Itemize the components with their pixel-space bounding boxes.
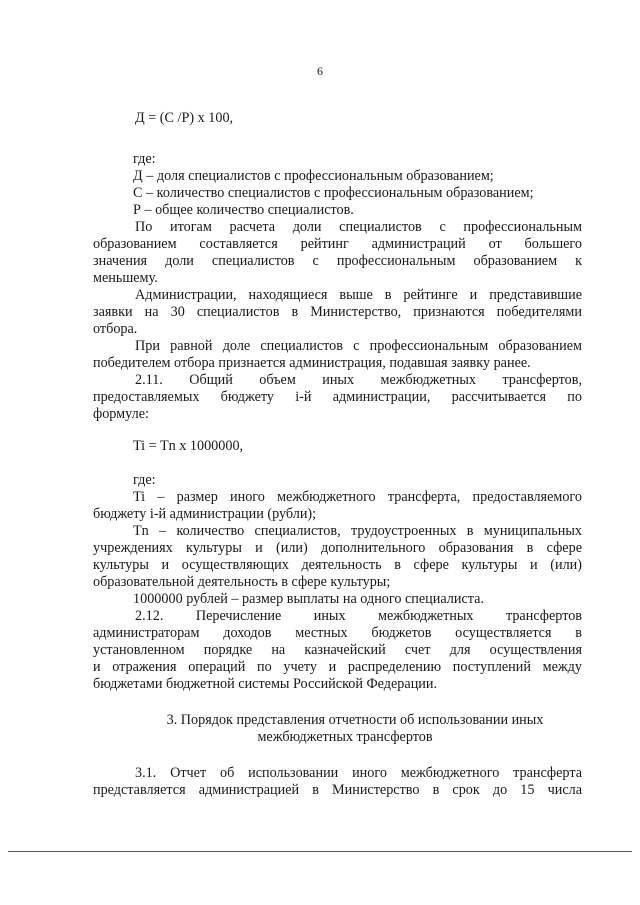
- section-3-heading-line-1: 3. Порядок представления отчетности об использовании иных: [166, 712, 544, 728]
- paragraph-rating-line-3: значения доли специалистов с профессиональным образованием к: [93, 253, 582, 269]
- definition-tn-line-2: учреждениях культуры и (или) дополнительного образования в сфере: [93, 540, 582, 556]
- where-label-2: где:: [133, 472, 156, 488]
- definition-c: С – количество специалистов с профессиональным образованием;: [133, 185, 534, 201]
- paragraph-equal-line-2: победителем отбора признается администрация, подавшая заявку ранее.: [93, 355, 531, 371]
- clause-2-12-line-3: установленном порядке на казначейский счет для осуществления: [93, 642, 582, 658]
- clause-2-11-line-1: 2.11. Общий объем иных межбюджетных трансфертов,: [135, 372, 582, 388]
- clause-3-1-line-2: представляется администрацией в Министерство в срок до 15 числа: [93, 782, 582, 798]
- paragraph-winners-line-2: заявки на 30 специалистов в Министерство, признаются победителями: [93, 304, 582, 320]
- paragraph-rating-line-2: образованием составляется рейтинг администраций от большего: [93, 236, 582, 252]
- payment-size: 1000000 рублей – размер выплаты на одного специалиста.: [133, 591, 484, 607]
- clause-2-12-line-5: бюджетами бюджетной системы Российской Федерации.: [93, 676, 438, 692]
- clause-2-11-line-3: формуле:: [93, 406, 149, 422]
- where-label: где:: [133, 151, 156, 167]
- definition-p: Р – общее количество специалистов.: [133, 202, 354, 218]
- definition-tn-line-4: образовательной деятельность в сфере культуры;: [93, 574, 391, 590]
- definition-ti-line-2: бюджету i-й администрации (рубли);: [93, 506, 317, 522]
- paragraph-winners-line-3: отбора.: [93, 321, 138, 337]
- clause-3-1-line-1: 3.1. Отчет об использовании иного межбюджетного трансферта: [135, 765, 582, 781]
- clause-2-11-line-2: предоставляемых бюджету i-й администрации, рассчитывается по: [93, 389, 582, 405]
- paragraph-rating-line-1: По итогам расчета доли специалистов с профессиональным: [135, 219, 582, 235]
- formula-t: Ti = Tn x 1000000,: [133, 438, 244, 454]
- clause-2-12-line-2: администраторам доходов местных бюджетов осуществляется в: [93, 625, 582, 641]
- paragraph-rating-line-4: меньшему.: [93, 270, 158, 286]
- bottom-divider: [8, 851, 632, 852]
- paragraph-equal-line-1: При равной доле специалистов с профессиональным образованием: [135, 338, 582, 354]
- clause-2-12-line-1: 2.12. Перечисление иных межбюджетных трансфертов: [135, 608, 582, 624]
- page-number: 6: [317, 64, 323, 78]
- definition-tn-line-1: Tn – количество специалистов, трудоустроенных в муниципальных: [133, 523, 582, 539]
- clause-2-12-line-4: и отражения операций по учету и распределению поступлений между: [93, 659, 582, 675]
- definition-ti-line-1: Ti – размер иного межбюджетного трансферта, предоставляемого: [133, 489, 582, 505]
- section-3-heading-line-2: межбюджетных трансфертов: [257, 729, 433, 745]
- paragraph-winners-line-1: Администрации, находящиеся выше в рейтинге и представившие: [135, 287, 582, 303]
- definition-tn-line-3: культуры и осуществляющих деятельность в сфере культуры и (или): [93, 557, 582, 573]
- formula-d: Д = (С /Р) х 100,: [135, 110, 234, 126]
- definition-d: Д – доля специалистов с профессиональным образованием;: [133, 168, 494, 184]
